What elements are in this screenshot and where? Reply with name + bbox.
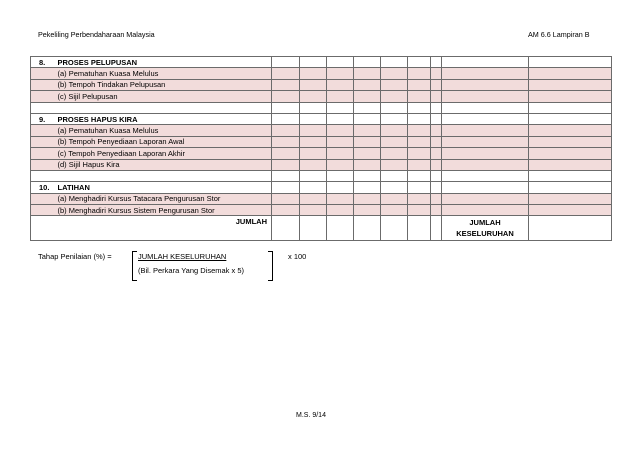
score-cell	[408, 79, 431, 90]
score-cell	[381, 136, 408, 147]
total-cell	[431, 216, 442, 241]
criteria-label: (a) Pematuhan Kuasa Melulus	[57, 68, 272, 79]
score-cell	[327, 136, 354, 147]
document-header-title: Pekeliling Perbendaharaan Malaysia	[38, 30, 155, 39]
section-header-row	[31, 57, 612, 68]
section-number	[31, 205, 57, 216]
criteria-row	[31, 148, 612, 159]
formula-multiplier: x 100	[288, 252, 307, 261]
score-cell	[529, 170, 612, 181]
score-cell	[272, 113, 300, 124]
score-cell	[431, 193, 442, 204]
score-cell	[408, 148, 431, 159]
score-cell	[272, 57, 300, 68]
score-cell	[529, 182, 612, 193]
score-cell	[327, 91, 354, 102]
score-cell	[381, 68, 408, 79]
formula-label: Tahap Penilaian (%) =	[38, 252, 112, 261]
score-cell	[431, 148, 442, 159]
score-cell	[442, 125, 529, 136]
formula-left-bracket	[132, 251, 137, 281]
score-cell	[381, 57, 408, 68]
total-cell	[272, 216, 300, 241]
criteria-row	[31, 79, 612, 90]
criteria-row	[31, 136, 612, 147]
score-cell	[431, 159, 442, 170]
score-cell	[442, 148, 529, 159]
score-cell	[300, 91, 327, 102]
formula-numerator: JUMLAH KESELURUHAN	[138, 252, 227, 261]
score-cell	[442, 136, 529, 147]
grand-total-cell	[529, 216, 612, 241]
score-cell	[354, 68, 381, 79]
formula-denominator: (Bil. Perkara Yang Disemak x 5)	[138, 266, 245, 275]
score-cell	[300, 193, 327, 204]
score-cell	[408, 182, 431, 193]
score-cell	[300, 57, 327, 68]
score-cell	[300, 205, 327, 216]
score-cell	[272, 79, 300, 90]
section-number	[31, 136, 57, 147]
section-number	[31, 68, 57, 79]
score-cell	[442, 193, 529, 204]
score-cell	[300, 113, 327, 124]
section-number: 8.	[31, 57, 57, 68]
score-cell	[529, 193, 612, 204]
score-cell	[272, 125, 300, 136]
section-number	[31, 148, 57, 159]
score-cell	[442, 182, 529, 193]
score-cell	[442, 102, 529, 113]
score-cell	[381, 113, 408, 124]
score-cell	[431, 57, 442, 68]
score-cell	[300, 148, 327, 159]
criteria-label: (c) Tempoh Penyediaan Laporan Akhir	[57, 148, 272, 159]
spacer-row	[31, 102, 612, 113]
score-cell	[327, 125, 354, 136]
section-number: 9.	[31, 113, 57, 124]
score-cell	[431, 102, 442, 113]
criteria-row	[31, 68, 612, 79]
score-cell	[300, 170, 327, 181]
section-number	[31, 102, 57, 113]
score-cell	[272, 136, 300, 147]
section-title: LATIHAN	[57, 182, 272, 193]
score-cell	[327, 159, 354, 170]
criteria-label: (a) Pematuhan Kuasa Melulus	[57, 125, 272, 136]
section-title: PROSES HAPUS KIRA	[57, 113, 272, 124]
score-cell	[354, 170, 381, 181]
score-cell	[354, 125, 381, 136]
score-cell	[408, 102, 431, 113]
score-cell	[431, 125, 442, 136]
score-cell	[381, 79, 408, 90]
score-cell	[529, 148, 612, 159]
score-cell	[408, 91, 431, 102]
score-cell	[381, 148, 408, 159]
score-cell	[327, 182, 354, 193]
score-cell	[381, 159, 408, 170]
score-cell	[529, 57, 612, 68]
score-cell	[272, 193, 300, 204]
score-cell	[327, 193, 354, 204]
score-cell	[272, 91, 300, 102]
score-cell	[327, 57, 354, 68]
score-cell	[354, 148, 381, 159]
score-cell	[354, 102, 381, 113]
score-cell	[529, 113, 612, 124]
criteria-row	[31, 125, 612, 136]
score-cell	[431, 170, 442, 181]
criteria-label: (c) Sijil Pelupusan	[57, 91, 272, 102]
score-cell	[381, 193, 408, 204]
score-cell	[381, 91, 408, 102]
score-cell	[272, 182, 300, 193]
score-cell	[442, 57, 529, 68]
criteria-label: (b) Tempoh Penyediaan Laporan Awal	[57, 136, 272, 147]
criteria-row	[31, 205, 612, 216]
score-cell	[431, 91, 442, 102]
score-cell	[529, 159, 612, 170]
score-cell	[381, 182, 408, 193]
score-cell	[408, 125, 431, 136]
section-number	[31, 170, 57, 181]
section-header-row	[31, 113, 612, 124]
score-cell	[381, 170, 408, 181]
score-cell	[381, 102, 408, 113]
score-cell	[431, 113, 442, 124]
jumlah-label: JUMLAH	[31, 216, 272, 241]
score-cell	[442, 205, 529, 216]
criteria-label: (a) Menghadiri Kursus Tatacara Pengurusan Stor	[57, 193, 272, 204]
spacer-row	[31, 170, 612, 181]
score-cell	[354, 193, 381, 204]
score-cell	[442, 68, 529, 79]
score-cell	[354, 57, 381, 68]
score-cell	[442, 170, 529, 181]
criteria-row	[31, 193, 612, 204]
score-cell	[408, 136, 431, 147]
score-cell	[272, 148, 300, 159]
criteria-row	[31, 91, 612, 102]
section-number	[31, 91, 57, 102]
score-cell	[354, 79, 381, 90]
score-cell	[408, 170, 431, 181]
score-cell	[272, 170, 300, 181]
page-number: M.S. 9/14	[296, 412, 326, 419]
score-cell	[529, 125, 612, 136]
section-number	[31, 79, 57, 90]
score-cell	[354, 91, 381, 102]
score-cell	[354, 159, 381, 170]
score-cell	[442, 113, 529, 124]
score-cell	[529, 79, 612, 90]
score-cell	[327, 170, 354, 181]
score-cell	[442, 159, 529, 170]
jumlah-keseluruhan-line-2: KESELURUHAN	[456, 229, 514, 239]
score-cell	[408, 193, 431, 204]
score-cell	[529, 136, 612, 147]
score-cell	[431, 136, 442, 147]
evaluation-table	[30, 56, 612, 241]
score-cell	[300, 125, 327, 136]
section-number: 10.	[31, 182, 57, 193]
score-cell	[529, 102, 612, 113]
score-cell	[300, 136, 327, 147]
score-cell	[272, 102, 300, 113]
section-number	[31, 193, 57, 204]
section-header-row	[31, 182, 612, 193]
score-cell	[408, 159, 431, 170]
score-cell	[354, 205, 381, 216]
criteria-label: (b) Tempoh Tindakan Pelupusan	[57, 79, 272, 90]
score-cell	[327, 148, 354, 159]
criteria-label	[57, 170, 272, 181]
criteria-row	[31, 159, 612, 170]
formula-right-bracket	[268, 251, 273, 281]
score-cell	[381, 125, 408, 136]
score-cell	[354, 182, 381, 193]
criteria-label: (d) Sijil Hapus Kira	[57, 159, 272, 170]
score-cell	[431, 205, 442, 216]
total-cell	[354, 216, 381, 241]
section-number	[31, 159, 57, 170]
score-cell	[431, 79, 442, 90]
jumlah-keseluruhan-label	[442, 216, 529, 241]
criteria-label	[57, 102, 272, 113]
score-cell	[327, 79, 354, 90]
total-cell	[327, 216, 354, 241]
score-cell	[272, 205, 300, 216]
score-cell	[408, 113, 431, 124]
score-cell	[300, 182, 327, 193]
total-cell	[300, 216, 327, 241]
score-cell	[442, 79, 529, 90]
score-cell	[408, 68, 431, 79]
score-cell	[272, 159, 300, 170]
score-cell	[300, 102, 327, 113]
score-cell	[300, 79, 327, 90]
score-cell	[431, 182, 442, 193]
section-title: PROSES PELUPUSAN	[57, 57, 272, 68]
score-cell	[408, 57, 431, 68]
score-cell	[381, 205, 408, 216]
score-cell	[354, 136, 381, 147]
score-cell	[529, 68, 612, 79]
total-cell	[381, 216, 408, 241]
section-number	[31, 125, 57, 136]
totals-row	[31, 216, 612, 241]
criteria-label: (b) Menghadiri Kursus Sistem Pengurusan Stor	[57, 205, 272, 216]
score-cell	[327, 102, 354, 113]
score-cell	[327, 68, 354, 79]
score-cell	[327, 113, 354, 124]
total-cell	[408, 216, 431, 241]
score-cell	[327, 205, 354, 216]
score-cell	[529, 205, 612, 216]
score-cell	[354, 113, 381, 124]
score-cell	[442, 91, 529, 102]
document-header-ref: AM 6.6 Lampiran B	[528, 30, 590, 39]
score-cell	[300, 68, 327, 79]
score-cell	[300, 159, 327, 170]
score-cell	[529, 91, 612, 102]
jumlah-keseluruhan-line-1: JUMLAH	[469, 218, 501, 228]
score-cell	[408, 205, 431, 216]
score-cell	[431, 68, 442, 79]
score-cell	[272, 68, 300, 79]
